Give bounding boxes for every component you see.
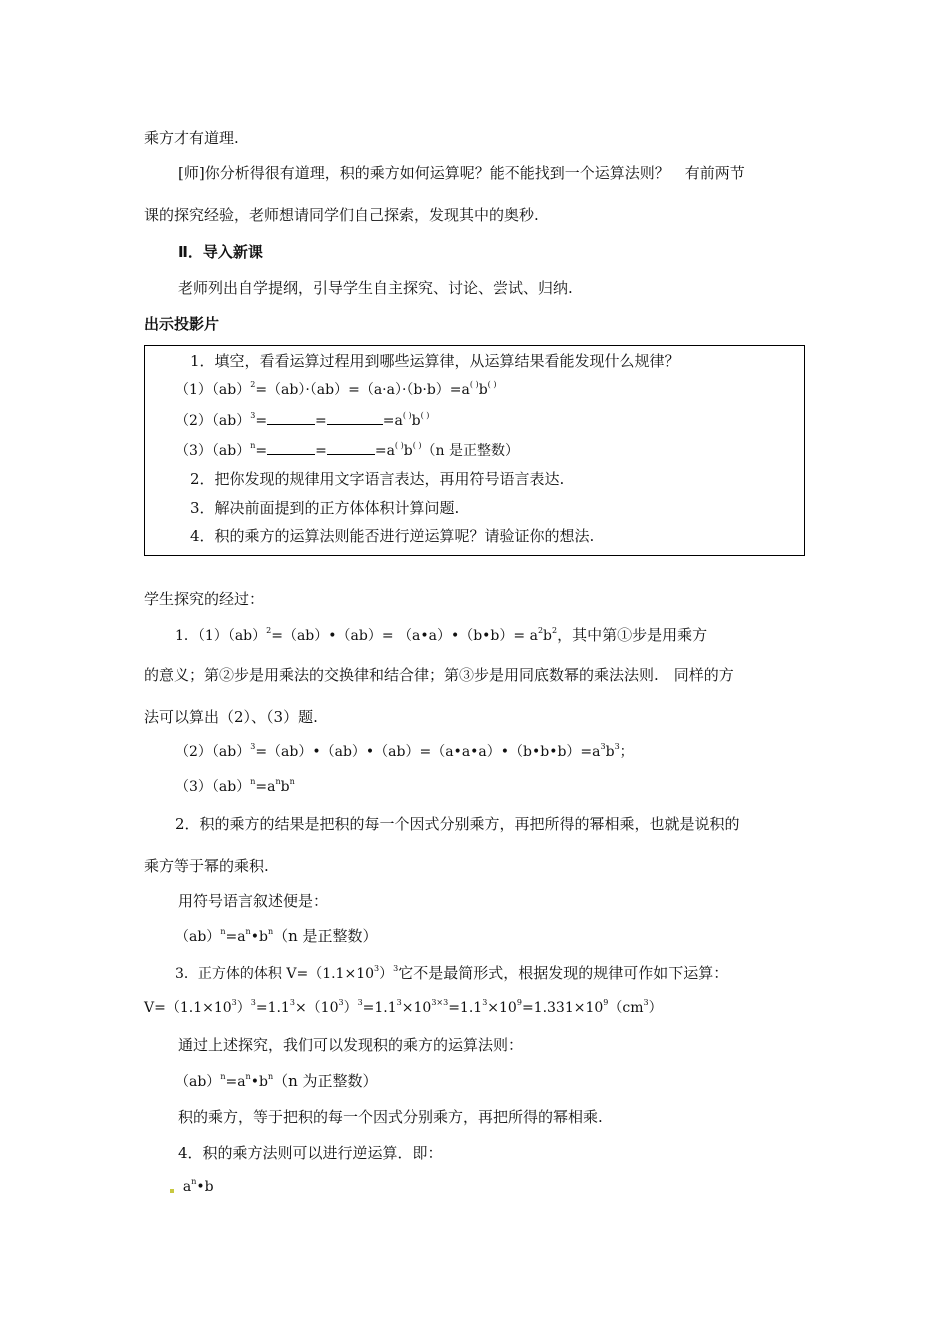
text-line: 法可以算出（2）、（3）题. bbox=[144, 708, 318, 726]
box-line: 4．积的乘方的运算法则能否进行逆运算呢？请验证你的想法. bbox=[190, 527, 595, 545]
text-line: 的意义；第②步是用乘法的交换律和结合律；第③步是用同底数幂的乘法法则. 同样的方 bbox=[144, 666, 734, 684]
formula: $(ab)^n=a^n•b^n(n$ 是正整数） bbox=[175, 927, 378, 945]
text-line: 乘方等于幂的乘积. bbox=[144, 857, 269, 875]
box-line: 3．解决前面提到的正方体体积计算问题. bbox=[190, 499, 460, 517]
box-line: 1．填空，看看运算过程用到哪些运算律，从运算结果看能发现什么规律？ bbox=[190, 352, 680, 370]
text-line: 课的探究经验，老师想请同学们自己探索，发现其中的奥秒. bbox=[144, 206, 539, 224]
formula: $a^n•b$ bbox=[170, 1177, 214, 1197]
text-line: 学生探究的经过： bbox=[144, 590, 265, 608]
section-heading: Ⅱ．导入新课 bbox=[178, 243, 263, 261]
text-line: 3．正方体的体积 $V=(1.1\times 10^3)^3$它不是最简形式，根据发现的规律可作如下运算： bbox=[175, 964, 729, 982]
text-line: [师]你分析得很有道理，积的乘方如何运算呢？能不能找到一个运算法则？ 有前两节 bbox=[178, 164, 745, 182]
box-line: （2）（ab）$^3$= = =a( )b( ) bbox=[175, 411, 430, 429]
box-line: （1）（ab）$^2$=（ab）·（ab）=（a·a）·（b·b）=a( )b( ) bbox=[175, 380, 497, 398]
text-line: 1．（1）（ab）$^2$=（ab）•（ab）= （a•a）•（b•b）= $a^2b^2$，其中第①步是用乘方 bbox=[175, 626, 708, 644]
box-line: 2．把你发现的规律用文字语言表达，再用符号语言表达. bbox=[190, 470, 565, 488]
text-line: $(2)(ab)^3=(ab)•(ab)•(ab)=(a•a•a)•(b•b•b)=a^3b^3$； bbox=[175, 742, 634, 760]
formula: $(ab)^n=a^n•b^n(n$ 为正整数） bbox=[175, 1072, 378, 1090]
text-line: $(3)(ab)^n=a^nb^n$ bbox=[175, 777, 295, 795]
text-line: 老师列出自学提纲，引导学生自主探究、讨论、尝试、归纳. bbox=[178, 279, 573, 297]
text-line: 积的乘方，等于把积的每一个因式分别乘方，再把所得的幂相乘. bbox=[178, 1108, 603, 1126]
text-line: 用符号语言叙述便是： bbox=[178, 892, 329, 910]
box-line: （3）（ab）$^n$= = =a( )b( )（n 是正整数） bbox=[175, 441, 519, 459]
anchor-mark bbox=[170, 1189, 174, 1193]
text-line: 乘方才有道理. bbox=[144, 129, 239, 147]
formula: $V=(1.1\times 10^3)^3=1.1^3\times(10^3)^3=1.1^3\times 10^{3\times 3}=1.1^3\times 10^9=1.331\times 10^9(cm^3)$ bbox=[144, 998, 663, 1016]
section-heading: 出示投影片 bbox=[144, 315, 220, 333]
text-line: 通过上述探究，我们可以发现积的乘方的运算法则： bbox=[178, 1036, 524, 1054]
text-line: 2．积的乘方的结果是把积的每一个因式分别乘方，再把所得的幂相乘，也就是说积的 bbox=[175, 815, 740, 833]
text-line: 4．积的乘方法则可以进行逆运算．即： bbox=[178, 1144, 443, 1162]
